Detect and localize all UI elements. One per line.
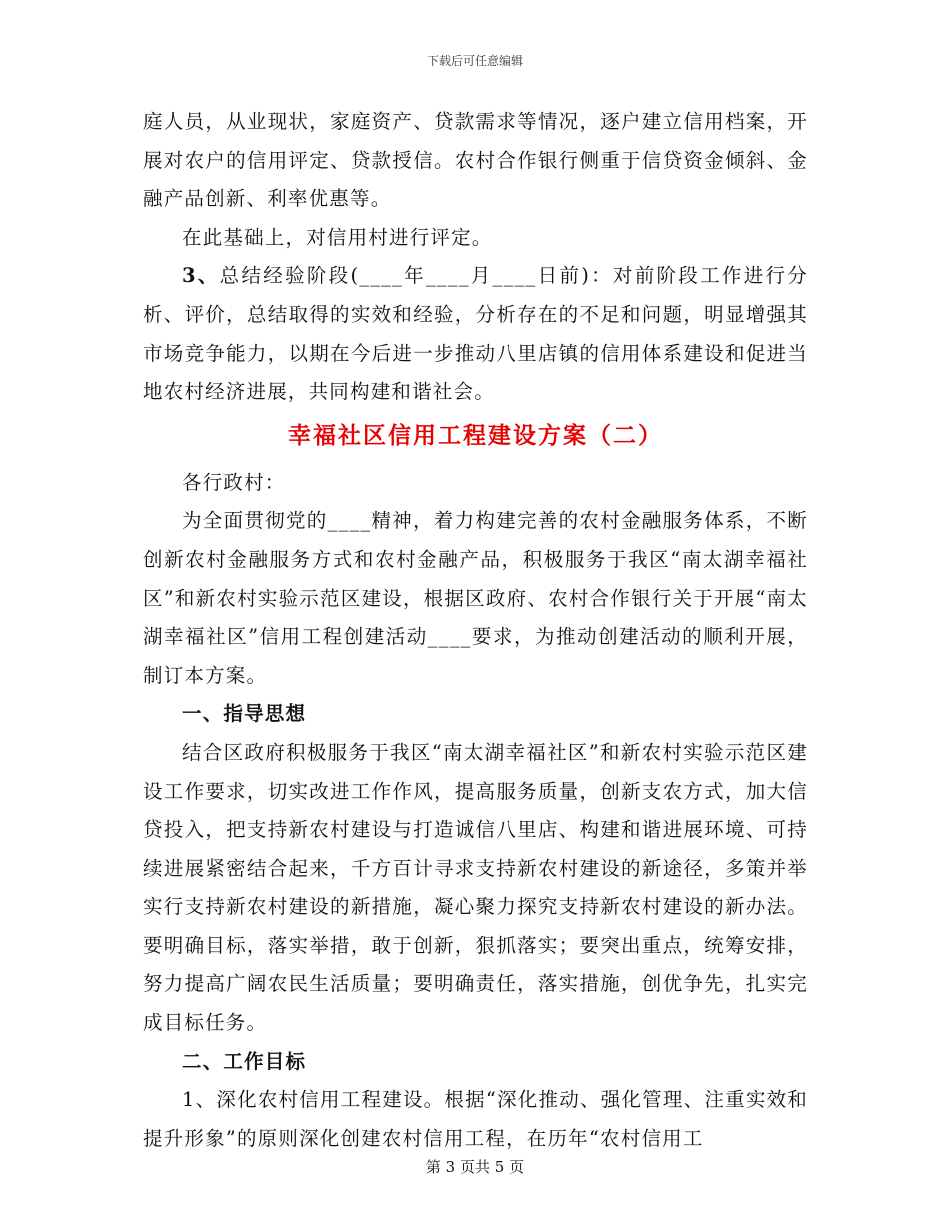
paragraph-work-goals-1: 1、深化农村信用工程建设。根据“深化推动、强化管理、注重实效和提升形象”的原则深化创建农村信用工程，在历年“农村信用工 [143,1088,808,1150]
section-title: 幸福社区信用工程建设方案（二） [288,422,663,449]
paragraph-stage-3 [143,257,808,411]
paragraph-continued: 庭人员，从业现状，家庭资产、贷款需求等情况，逐户建立信用档案，开展对农户的信用评定、贷款授信。农村合作银行侧重于信贷资金倾斜、金融产品创新、利率优惠等。 [143,110,808,211]
paragraph-village-rating: 在此基础上，对信用村进行评定。 [182,225,493,249]
document-body [143,103,808,1158]
stage-3-number: 3、 [182,264,220,288]
salutation: 各行政村： [182,470,286,494]
header-note: 下载后可任意编辑 [426,54,523,68]
stage-3-text: 总结经验阶段(____年____月____日前)：对前阶段工作进行分析、评价，总结取得的实效和经验，分析存在的不足和问题，明显增强其市场竞争能力，以期在今后进一步推动八里店镇的信用体系建设和促进当地农村经济进展，共同构建和谐社会。 [143,264,809,404]
paragraph-intro: 为全面贯彻党的____精神，着力构建完善的农村金融服务体系，不断创新农村金融服务方式和农村金融产品，积极服务于我区“南太湖幸福社区”和新农村实验示范区建设，根据区政府、农村合作银行关于开展“南太湖幸福社区”信用工程创建活动____要求，为推动创建活动的顺利开展，制订本方案。 [143,509,808,687]
heading-work-goals: 二、工作目标 [182,1049,307,1073]
paragraph-guiding-ideology: 结合区政府积极服务于我区“南太湖幸福社区”和新农村实验示范区建设工作要求，切实改进工作作风，提高服务质量，创新支农方式，加大信贷投入，把支持新农村建设与打造诚信八里店、构建和谐进展环境、可持续进展紧密结合起来，千方百计寻求支持新农村建设的新途径，多策并举实行支持新农村建设的新措施，凝心聚力探究支持新农村建设的新办法。要明确目标，落实举措，敢于创新，狠抓落实；要突出重点，统筹安排，努力提高广阔农民生活质量；要明确责任，落实措施，创优争先，扎实完成目标任务。 [143,740,808,1035]
page-number: 第 3 页共 5 页 [425,1158,525,1176]
heading-guiding-ideology: 一、指导思想 [182,702,307,726]
